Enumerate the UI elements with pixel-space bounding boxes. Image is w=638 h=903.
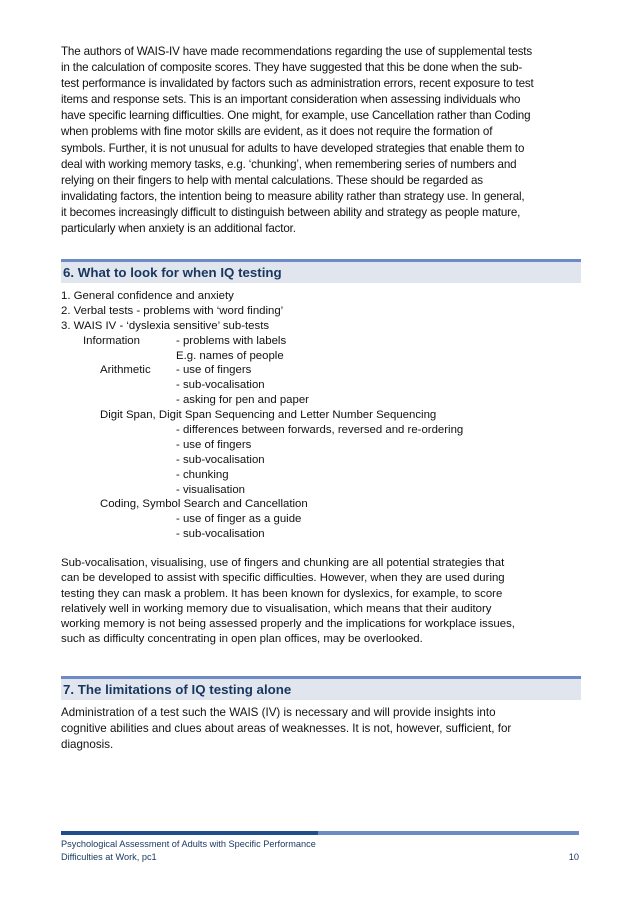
subtest-note: - differences between forwards, reversed and re-ordering (176, 424, 464, 437)
subtest-note: E.g. names of people (176, 349, 284, 362)
intro-line: items and response sets. This is an important consideration when assessing individuals who (61, 93, 521, 107)
paragraph-line: testing they can mask a problem. It has been known for dyslexics, for example, to score (61, 587, 503, 600)
intro-line: particularly when anxiety is an additional factor. (61, 222, 296, 236)
section-6-heading: 6. What to look for when IQ testing (61, 259, 581, 283)
intro-line: in the calculation of composite scores. They have suggested that this be done when the sub- (61, 61, 523, 75)
subtest-label-coding: Coding, Symbol Search and Cancellation (100, 498, 308, 511)
paragraph-line: relatively well in working memory due to visualisation, which means that their auditory (61, 602, 492, 615)
paragraph-line: such as difficulty concentrating in open plan offices, may be overlooked. (61, 633, 423, 646)
subtest-note: - sub-vocalisation (176, 379, 265, 392)
footer-rule-light (318, 831, 579, 835)
list-item: 2. Verbal tests - problems with ‘word finding’ (61, 304, 284, 317)
footer-title-line: Difficulties at Work, pc1 (61, 851, 157, 862)
list-item: 3. WAIS IV - ‘dyslexia sensitive’ sub-tests (61, 319, 270, 332)
subtest-note: - use of fingers (176, 438, 252, 451)
intro-line: invalidating factors, the intention being to measure ability rather than strategy use. In general, (61, 189, 525, 203)
section-7-heading: 7. The limitations of IQ testing alone (61, 676, 581, 700)
subtest-note: - problems with labels (176, 334, 287, 347)
page-number: 10 (568, 851, 579, 862)
intro-line: deal with working memory tasks, e.g. ‘chunking’, when remembering series of numbers and (61, 157, 517, 171)
subtest-note: - sub-vocalisation (176, 453, 265, 466)
intro-line: relying on their fingers to help with mental calculations. These should be regarded as (61, 173, 483, 187)
limitations-paragraph (61, 705, 581, 753)
footer-rule-dark (61, 831, 318, 835)
intro-line: symbols. Further, it is not unusual for adults to have developed strategies that enable them to (61, 141, 525, 155)
paragraph-line: working memory is not being assessed properly and the implications for workplace issues, (61, 618, 515, 631)
footer-rule (61, 831, 579, 835)
intro-line: it becomes increasingly difficult to distinguish between ability and strategy as people mature, (61, 205, 521, 219)
intro-line: test performance is invalidated by factors such as administration errors, recent exposure to test (61, 77, 534, 91)
iq-testing-checklist (61, 289, 581, 542)
page-footer (61, 838, 581, 863)
subtest-note: - use of finger as a guide (176, 513, 302, 526)
list-item: 1. General confidence and anxiety (61, 290, 234, 302)
footer-title-line: Psychological Assessment of Adults with Specific Performance (61, 839, 316, 849)
subtest-note: - visualisation (176, 483, 246, 496)
subtest-note: - use of fingers (176, 364, 252, 377)
paragraph-line: Administration of a test such the WAIS (IV) is necessary and will provide insights into (61, 706, 496, 719)
document-page (61, 0, 581, 903)
intro-paragraph (61, 44, 581, 237)
subtest-label-digit-span: Digit Span, Digit Span Sequencing and Letter Number Sequencing (100, 409, 437, 422)
intro-line: The authors of WAIS-IV have made recommendations regarding the use of supplemental tests (61, 45, 532, 58)
subtest-label-arithmetic: Arithmetic (100, 364, 151, 377)
strategies-paragraph (61, 556, 581, 648)
subtest-note: - sub-vocalisation (176, 528, 265, 541)
subtest-note: - asking for pen and paper (176, 394, 309, 407)
paragraph-line: diagnosis. (61, 738, 114, 751)
intro-line: have specific learning difficulties. One might, for example, use Cancellation rather than Coding (61, 109, 531, 123)
intro-line: when problems with fine motor skills are evident, as it does not require the formation of (61, 125, 493, 139)
subtest-note: - chunking (176, 468, 229, 481)
paragraph-line: can be developed to assist with specific difficulties. However, when they are used during (61, 572, 505, 585)
paragraph-line: Sub-vocalisation, visualising, use of fingers and chunking are all potential strategies that (61, 557, 505, 569)
subtest-label-information: Information (83, 334, 140, 347)
paragraph-line: cognitive abilities and clues about areas of weaknesses. It is not, however, sufficient, for (61, 722, 512, 735)
